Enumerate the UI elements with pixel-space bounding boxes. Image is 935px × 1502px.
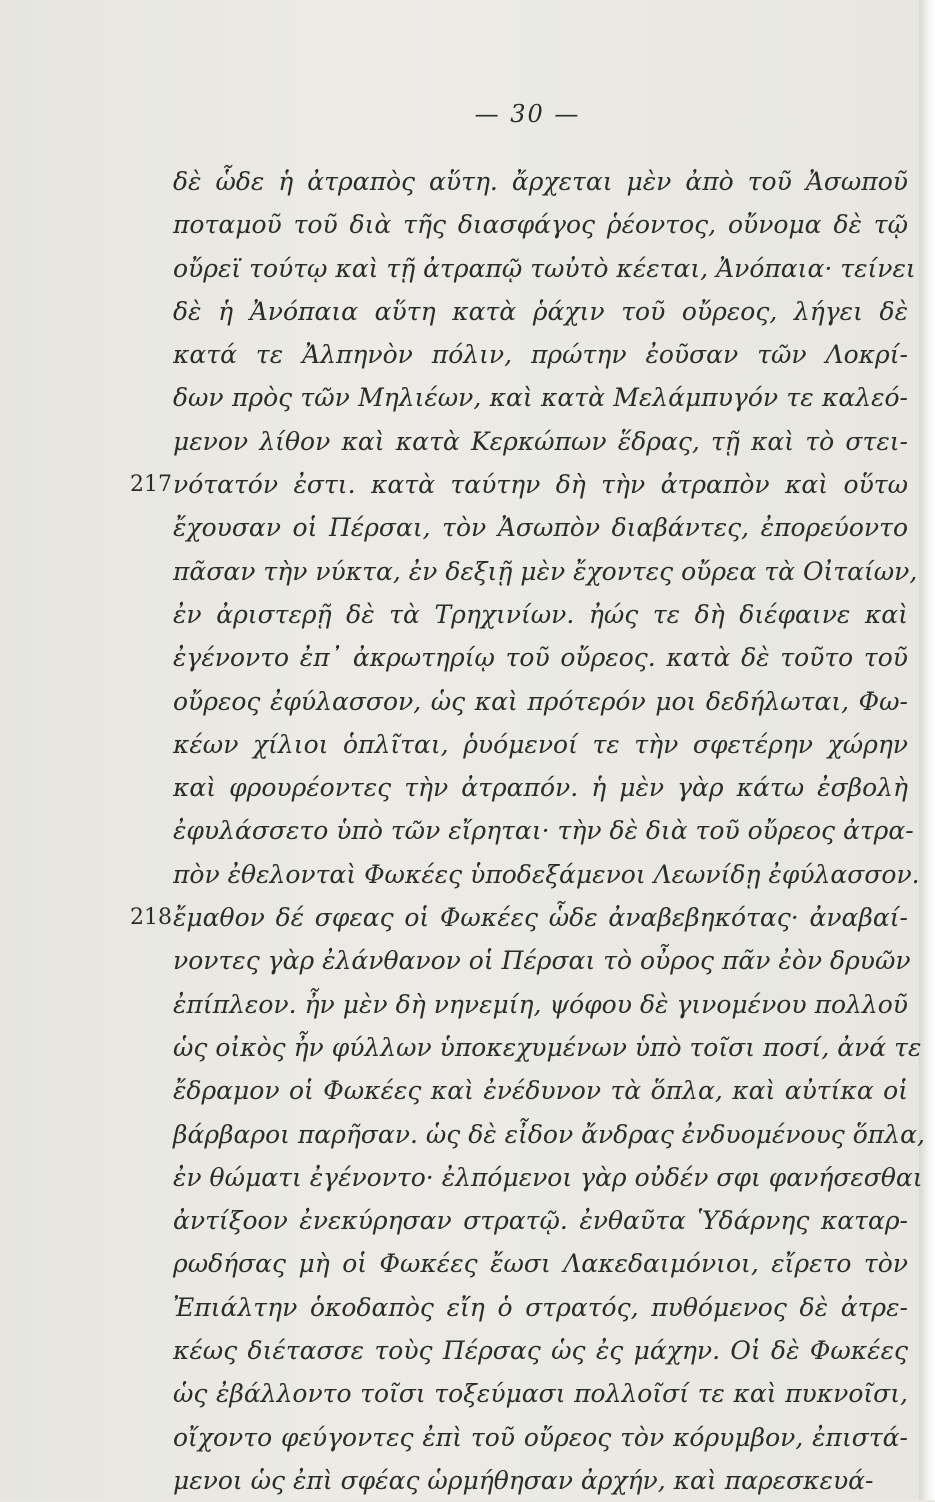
text-line: [173, 593, 908, 636]
line-text: κατά τε Ἀλπηνὸν πόλιν, πρώτην ἐοῦσαν τῶν Λοκρί-: [173, 340, 908, 370]
line-text: Ἐπιάλτην ὁκοδαπὸς εἴη ὁ στρατός, πυθόμενος δὲ ἀτρε-: [173, 1292, 908, 1322]
line-text: ἔμαθον δέ σφεας οἱ Φωκέες ὧδε ἀναβεβηκότας· ἀναβαί-: [173, 903, 908, 933]
text-line: [173, 723, 908, 766]
line-text: ρωδήσας μὴ οἱ Φωκέες ἔωσι Λακεδαιμόνιοι, εἴρετο τὸν: [173, 1249, 908, 1279]
text-line: [173, 853, 920, 896]
line-text: ἐγένοντο ἐπ᾽ ἀκρωτηρίῳ τοῦ οὔρεος. κατὰ δὲ τοῦτο τοῦ: [173, 643, 908, 673]
text-line: [173, 550, 918, 593]
line-text: μενον λίθον καὶ κατὰ Κερκώπων ἕδρας, τῇ καὶ τὸ στει-: [173, 426, 908, 456]
line-text: νότατόν ἐστι. κατὰ ταύτην δὴ τὴν ἀτραπὸν καὶ οὕτω: [173, 470, 908, 500]
line-text: ἐπίπλεον. ἦν μὲν δὴ νηνεμίη, ψόφου δὲ γινομένου πολλοῦ: [173, 989, 908, 1019]
page-body-text: [130, 160, 925, 1502]
text-line: [173, 1156, 923, 1199]
line-text: ὡς ἐβάλλοντο τοῖσι τοξεύμασι πολλοῖσί τε καὶ πυκνοῖσι,: [173, 1379, 908, 1409]
text-line: [130, 896, 908, 939]
text-line: [173, 1329, 908, 1372]
text-line: [173, 1416, 908, 1459]
line-text: βάρβαροι παρῆσαν. ὡς δὲ εἶδον ἄνδρας ἐνδυομένους ὅπλα,: [173, 1119, 925, 1149]
line-text: καὶ φρουρέοντες τὴν ἀτραπόν. ἡ μὲν γὰρ κάτω ἐσβολὴ: [173, 773, 908, 803]
text-line: [173, 203, 908, 246]
text-line: [173, 1459, 908, 1502]
text-line: [173, 809, 914, 852]
text-line: [173, 1069, 908, 1112]
text-line: [130, 463, 908, 506]
text-line: [173, 939, 911, 982]
line-text: δων πρὸς τῶν Μηλιέων, καὶ κατὰ Μελάμπυγόν τε καλεό-: [173, 383, 908, 413]
section-number: 217: [130, 472, 172, 498]
text-line: [173, 333, 908, 376]
line-text: πὸν ἐθελονταὶ Φωκέες ὑποδεξάμενοι Λεωνίδῃ ἐφύλασσον.: [173, 859, 920, 889]
text-line: [173, 1286, 908, 1329]
line-text: νοντες γὰρ ἐλάνθανον οἱ Πέρσαι τὸ οὖρος πᾶν ἐὸν δρυῶν: [173, 946, 911, 976]
line-text: ἔχουσαν οἱ Πέρσαι, τὸν Ἀσωπὸν διαβάντες, ἐπορεύοντο: [173, 513, 908, 543]
text-line: [173, 420, 908, 463]
line-text: ἐφυλάσσετο ὑπὸ τῶν εἴρηται· τὴν δὲ διὰ τοῦ οὔρεος ἀτρα-: [173, 816, 914, 846]
text-line: [173, 290, 908, 333]
line-text: πᾶσαν τὴν νύκτα, ἐν δεξιῇ μὲν ἔχοντες οὔρεα τὰ Οἰταίων,: [173, 556, 918, 586]
text-line: [173, 506, 908, 549]
line-text: οὔρεϊ τούτῳ καὶ τῇ ἀτραπῷ τωὐτὸ κέεται, Ἀνόπαια· τείνει: [173, 253, 916, 283]
text-line: [173, 983, 908, 1026]
line-text: κέως διέτασσε τοὺς Πέρσας ὡς ἐς μάχην. Οἱ δὲ Φωκέες: [173, 1336, 908, 1366]
text-line: [173, 376, 908, 419]
text-line: [173, 680, 908, 723]
line-text: ἔδραμον οἱ Φωκέες καὶ ἐνέδυνον τὰ ὅπλα, καὶ αὐτίκα οἱ: [173, 1076, 908, 1106]
page-edge: [919, 0, 935, 1500]
line-text: κέων χίλιοι ὁπλῖται, ῥυόμενοί τε τὴν σφετέρην χώρην: [173, 729, 908, 759]
line-text: ὡς οἰκὸς ἦν φύλλων ὑποκεχυμένων ὑπὸ τοῖσι ποσί, ἀνά τε: [173, 1032, 922, 1062]
text-line: [173, 636, 908, 679]
text-line: [173, 1372, 908, 1415]
line-text: ἐν θώματι ἐγένοντο· ἐλπόμενοι γὰρ οὐδέν σφι φανήσεσθαι: [173, 1162, 923, 1192]
text-line: [173, 1026, 922, 1069]
text-line: [173, 247, 916, 290]
line-text: δὲ ὧδε ἡ ἀτραπὸς αὕτη. ἄρχεται μὲν ἀπὸ τοῦ Ἀσωποῦ: [173, 167, 908, 196]
line-text: μενοι ὡς ἐπὶ σφέας ὡρμήθησαν ἀρχήν, καὶ παρεσκευά-: [173, 1465, 874, 1495]
text-line: [173, 766, 908, 809]
line-text: ἐν ἀριστερῇ δὲ τὰ Τρηχινίων. ἠώς τε δὴ διέφαινε καὶ: [173, 599, 908, 629]
line-text: δὲ ἡ Ἀνόπαια αὕτη κατὰ ῥάχιν τοῦ οὔρεος, λήγει δὲ: [173, 296, 908, 326]
page-number: — 30 —: [474, 100, 581, 128]
line-text: οἴχοντο φεύγοντες ἐπὶ τοῦ οὔρεος τὸν κόρυμβον, ἐπιστά-: [173, 1422, 908, 1452]
section-number: 218: [130, 905, 172, 931]
text-line: [173, 1199, 908, 1242]
line-text: ἀντίξοον ἐνεκύρησαν στρατῷ. ἐνθαῦτα Ὑδάρνης καταρ-: [173, 1206, 908, 1236]
text-line: [173, 1242, 908, 1285]
text-line: [173, 160, 908, 203]
text-line: [173, 1113, 925, 1156]
line-text: οὔρεος ἐφύλασσον, ὡς καὶ πρότερόν μοι δεδήλωται, Φω-: [173, 686, 908, 716]
line-text: ποταμοῦ τοῦ διὰ τῆς διασφάγος ῥέοντος, οὔνομα δὲ τῷ: [173, 210, 908, 240]
